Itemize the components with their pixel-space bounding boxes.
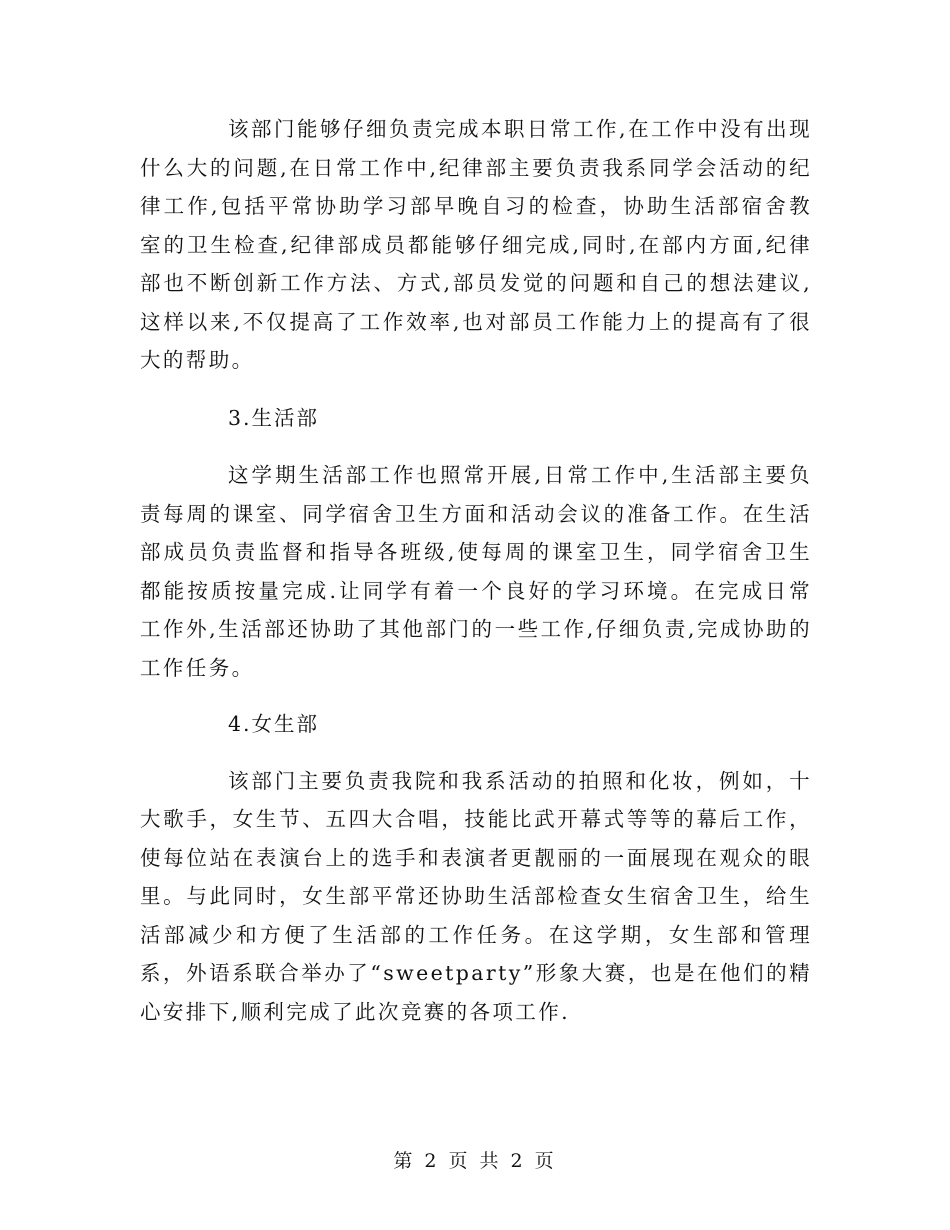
paragraph-spacer [140, 744, 812, 762]
document-body [140, 110, 812, 1031]
paragraph-spacer [140, 380, 812, 399]
paragraph-girls-department: 该部门主要负责我院和我系活动的拍照和化妆，例如，十大歌手，女生节、五四大合唱，技能比武开幕式等等的幕后工作，使每位站在表演台上的选手和表演者更靓丽的一面展现在观众的眼里。与此同时，女生部平常还协助生活部检查女生宿舍卫生，给生活部减少和方便了生活部的工作任务。在这学期，女生部和管理系，外语系联合举办了“sweetparty”形象大赛，也是在他们的精心安排下,顺利完成了此次竞赛的各项工作. [140, 768, 812, 1024]
page-number-footer: 第 2 页 共 2 页 [393, 1150, 557, 1172]
paragraph-spacer [140, 437, 812, 456]
paragraph-discipline-department: 该部门能够仔细负责完成本职日常工作,在工作中没有出现什么大的问题,在日常工作中,纪律部主要负责我系同学会活动的纪律工作,包括平常协助学习部早晚自习的检查，协助生活部宿舍教室的卫生检查,纪律部成员都能够仔细完成,同时,在部内方面,纪律部也不断创新工作方法、方式,部员发觉的问题和自己的想法建议,这样以来,不仅提高了工作效率,也对部员工作能力上的提高有了很大的帮助。 [140, 117, 812, 372]
section-heading-life-department: 3.生活部 [228, 405, 320, 430]
paragraph-life-department: 这学期生活部工作也照常开展,日常工作中,生活部主要负责每周的课室、同学宿舍卫生方面和活动会议的准备工作。在生活部成员负责监督和指导各班级,使每周的课室卫生，同学宿舍卫生都能按质按量完成.让同学有着一个良好的学习环境。在完成日常工作外,生活部还协助了其他部门的一些工作,仔细负责,完成协助的工作任务。 [140, 463, 812, 680]
section-heading-girls-department: 4.女生部 [228, 712, 320, 736]
paragraph-spacer [140, 687, 812, 705]
